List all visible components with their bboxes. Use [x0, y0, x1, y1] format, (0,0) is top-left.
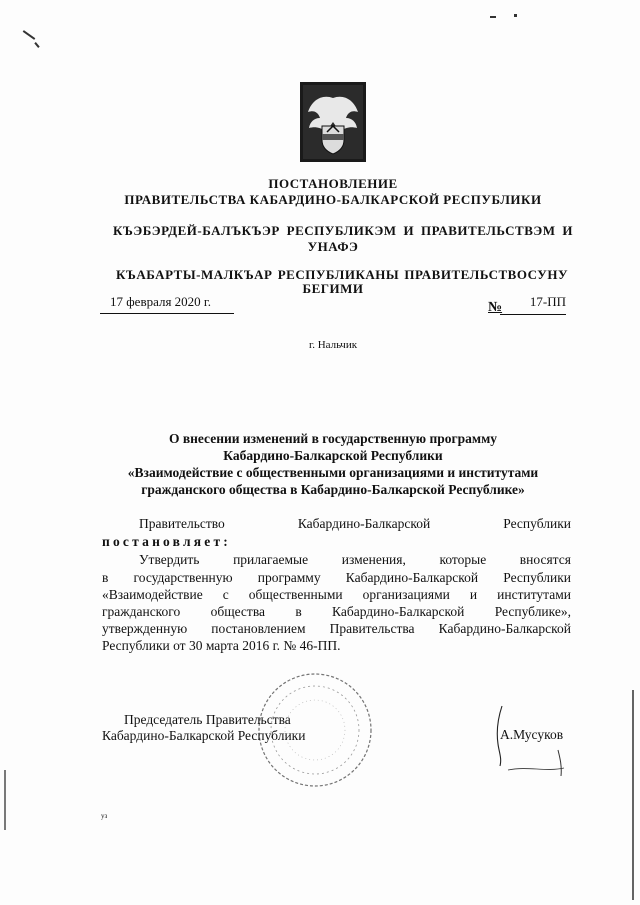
doc-number: 17-ПП: [500, 294, 566, 315]
signer-name: А.Мусуков: [500, 727, 564, 742]
doc-city: г. Нальчик: [308, 339, 358, 351]
doc-date: 17 февраля 2020 г.: [100, 294, 234, 314]
issuer-kbd-line1: КЪЭБЭРДЕЙ-БАЛЪКЪЭР РЕСПУБЛИКЭМ И ПРАВИТЕЛЬСТВЭМ И: [113, 223, 573, 238]
body-p1-word2: Кабардино-Балкарской: [297, 516, 431, 531]
body-p1-resolves: постановляет:: [102, 534, 231, 549]
body-p1-word1: Правительство: [139, 516, 225, 531]
signer-role-line1: Председатель Правительства: [124, 712, 291, 727]
scan-edge-left: [4, 770, 6, 830]
body-p2-word4: которые: [439, 552, 487, 567]
body-p2-line1: [139, 552, 571, 568]
coat-of-arms-icon: [300, 82, 366, 162]
scan-artifact-top-right-2: [514, 14, 517, 17]
subject-line4: гражданского общества в Кабардино-Балкарской Республике»: [141, 482, 525, 497]
issuer-ru: ПРАВИТЕЛЬСТВА КАБАРДИНО-БАЛКАРСКОЙ РЕСПУБЛИКИ: [124, 192, 542, 207]
scan-artifact-top-left: [23, 30, 36, 40]
body-p2-line5: утвержденную постановлением Правительства Кабардино-Балкарской: [102, 621, 571, 636]
subject-line2: Кабардино-Балкарской Республики: [223, 448, 443, 463]
subject-line3: «Взаимодействие с общественными организациями и институтами: [127, 465, 539, 480]
scan-edge-right: [632, 690, 634, 900]
body-p2-line2: в государственную программу Кабардино-Балкарской Республики: [102, 570, 571, 585]
scan-artifact-top-left-2: [34, 42, 39, 48]
body-p1-word3: Республики: [503, 516, 571, 531]
body-p2-word3: изменения,: [341, 552, 406, 567]
issuer-kbd-line2: УНАФЭ: [307, 239, 359, 254]
issuer-krc-line2: БЕГИМИ: [302, 281, 364, 296]
body-p2-line6: Республики от 30 марта 2016 г. № 46-ПП.: [102, 638, 341, 653]
executor-initials: уз: [101, 812, 108, 820]
body-p2-word2: прилагаемые: [233, 552, 309, 567]
subject-line1: О внесении изменений в государственную программу: [168, 431, 498, 446]
body-p2-word1: Утвердить: [139, 552, 200, 567]
body-p2-word5: вносятся: [519, 552, 571, 567]
scan-artifact-top-right: [490, 16, 496, 18]
issuer-krc-line1: КЪАБАРТЫ-МАЛКЪАР РЕСПУБЛИКАНЫ ПРАВИТЕЛЬСТВОСУНУ: [116, 267, 568, 282]
body-p2-line3: «Взаимодействие с общественными организациями и институтами: [102, 587, 571, 602]
body-p1-line1: [139, 516, 571, 532]
signer-role-line2: Кабардино-Балкарской Республики: [102, 728, 306, 743]
doc-number-sign: №: [488, 300, 503, 315]
doc-title: ПОСТАНОВЛЕНИЕ: [268, 176, 398, 191]
body-p2-line4: гражданского общества в Кабардино-Балкарской Республике»,: [102, 604, 571, 619]
